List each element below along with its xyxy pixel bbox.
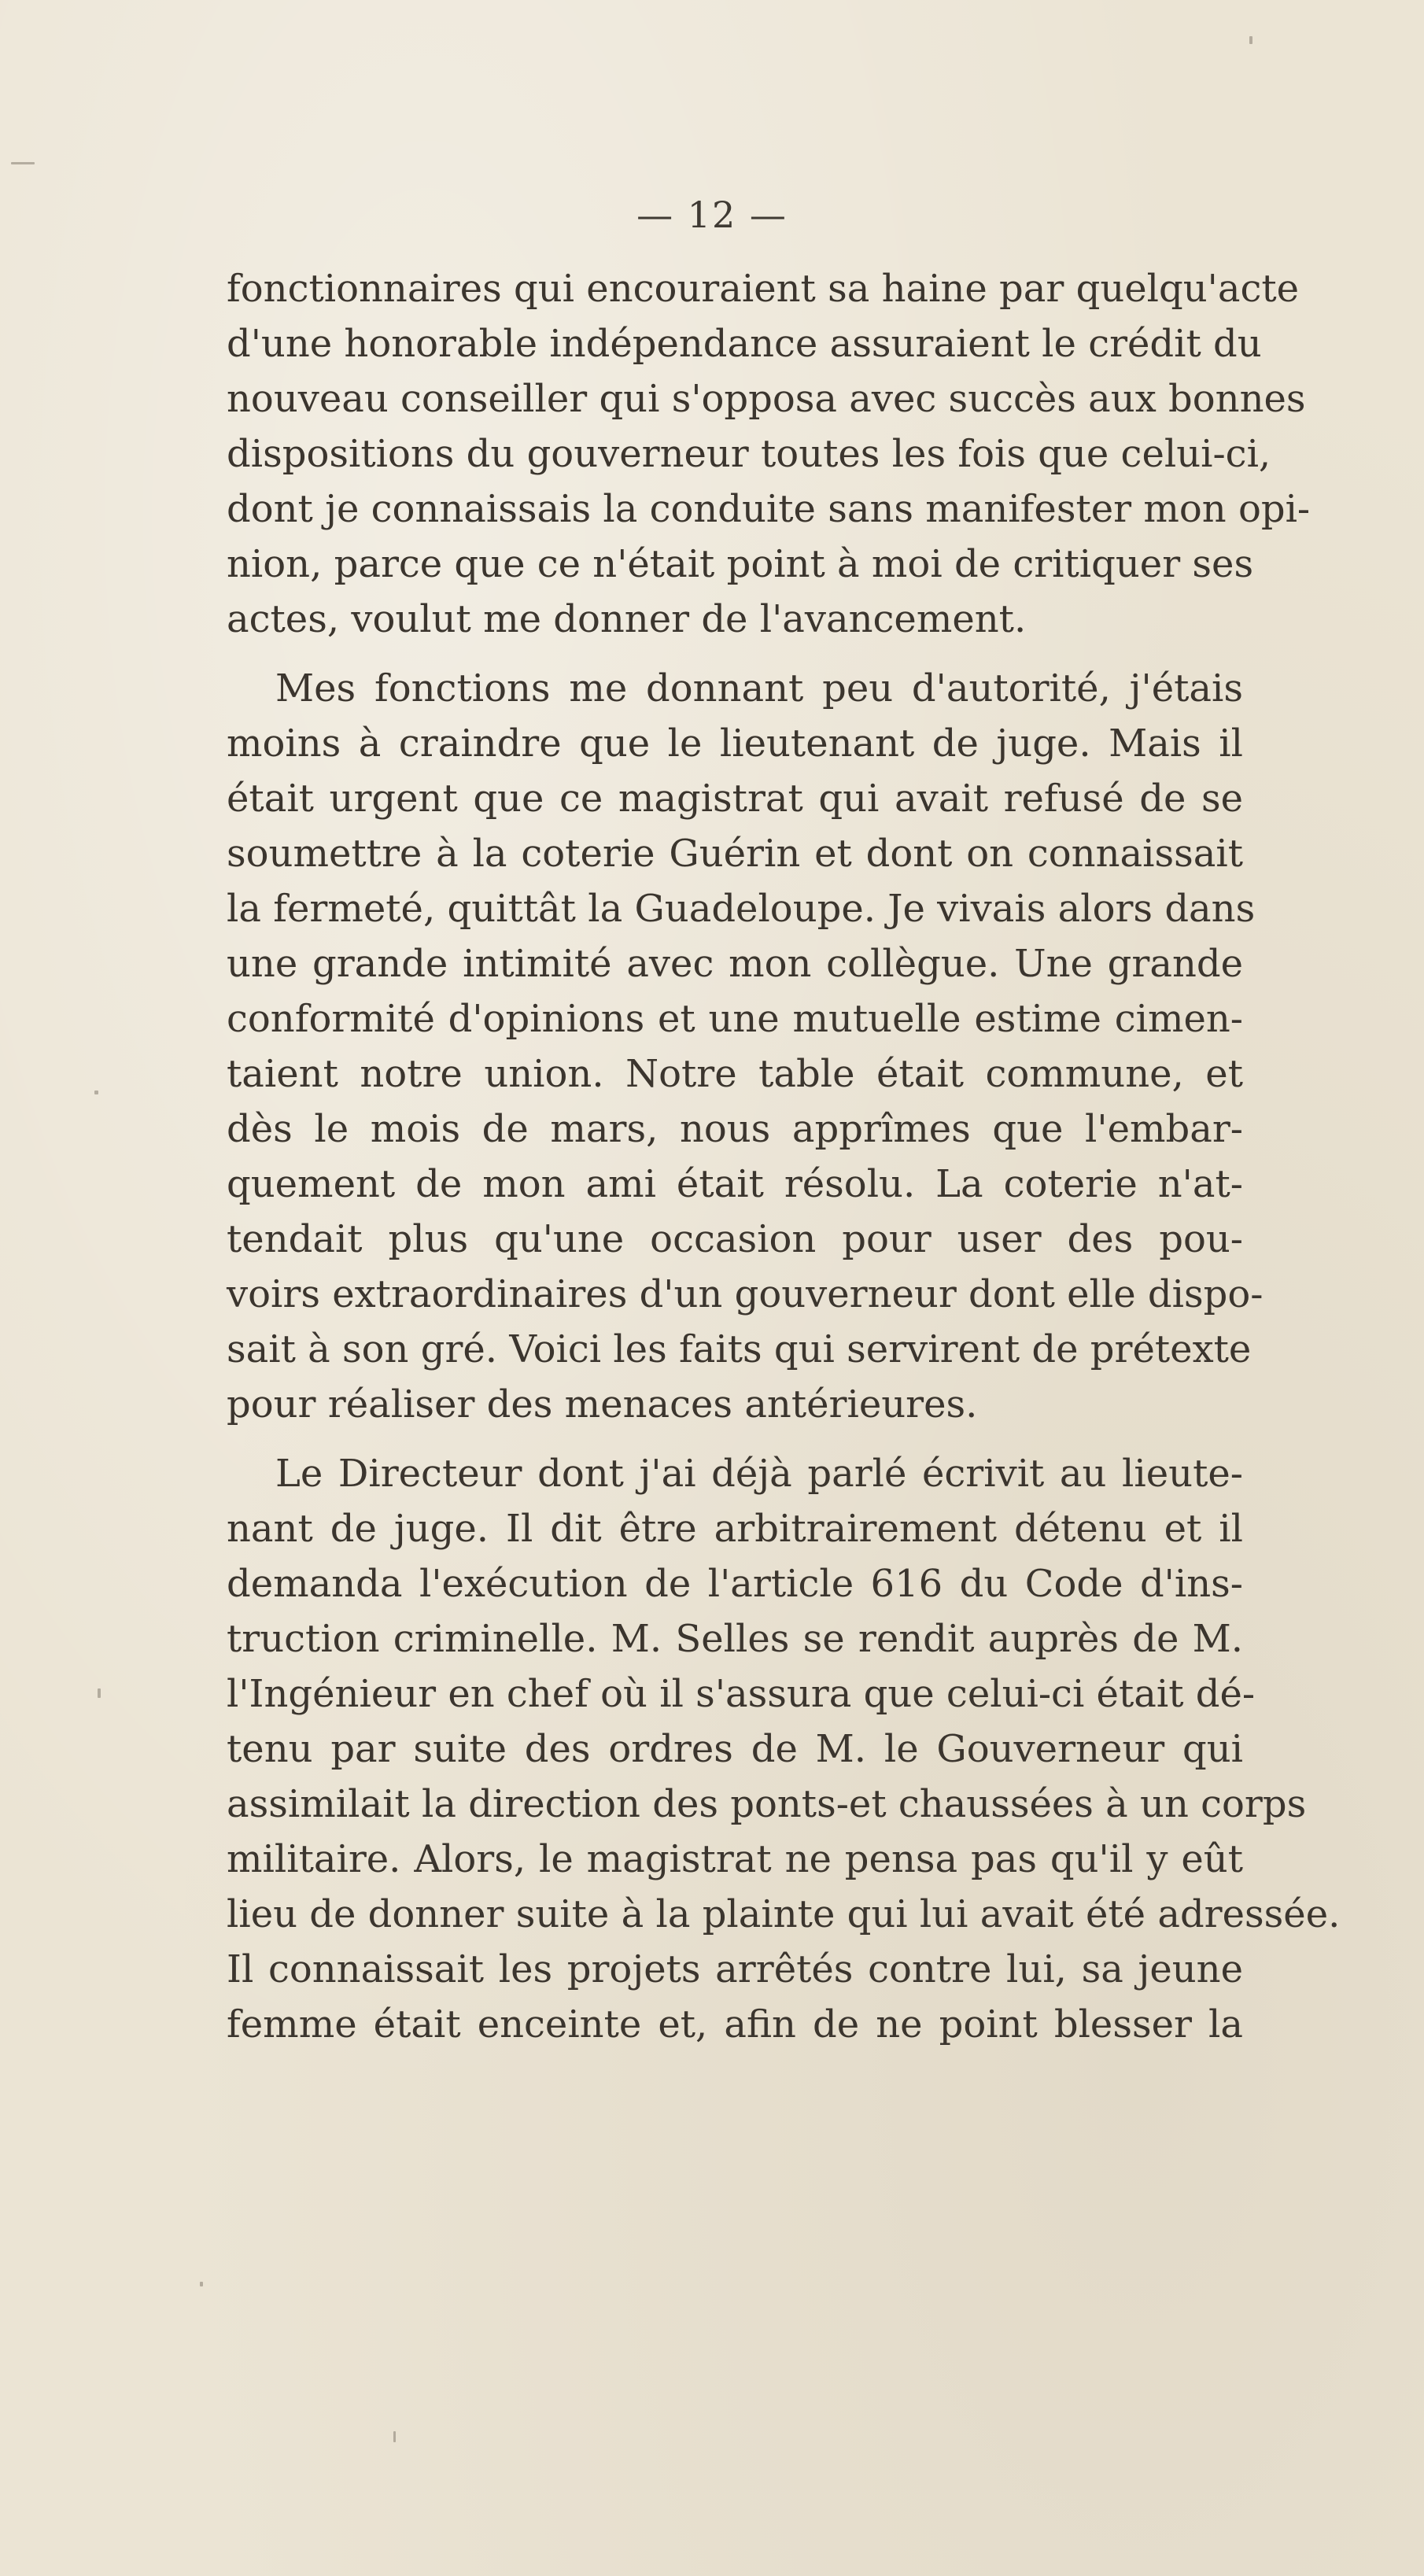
text-line: Mes fonctions me donnant peu d'autorité, j'étais: [275, 666, 1243, 710]
text-line: demanda l'exécution de l'article 616 du Code d'ins-: [227, 1562, 1243, 1606]
text-line: actes, voulut me donner de l'avancement.: [227, 597, 1027, 641]
text-line: nant de juge. Il dit être arbitrairement détenu et il: [227, 1507, 1243, 1551]
text-line: nouveau conseiller qui s'opposa avec succès aux bonnes: [227, 377, 1306, 421]
text-line: conformité d'opinions et une mutuelle estime cimen-: [227, 997, 1243, 1041]
text-line: Il connaissait les projets arrêtés contre lui, sa jeune: [227, 1947, 1243, 1991]
text-line: quement de mon ami était résolu. La coterie n'at-: [227, 1162, 1243, 1206]
text-line: pour réaliser des menaces antérieures.: [227, 1382, 978, 1426]
paragraph-3: [227, 1446, 1341, 2052]
paragraph-gap: [227, 1432, 1243, 1446]
text-line: truction criminelle. M. Selles se rendit auprès de M.: [227, 1617, 1243, 1661]
paper-speck: [200, 2282, 203, 2286]
text-line: tendait plus qu'une occasion pour user des pou-: [227, 1217, 1243, 1261]
text-line: dès le mois de mars, nous apprîmes que l'embar-: [227, 1107, 1243, 1151]
paragraph-1: [227, 261, 1311, 647]
paper-speck: [11, 162, 35, 164]
body-text: [227, 261, 1341, 2052]
text-line: soumettre à la coterie Guérin et dont on connaissait: [227, 832, 1243, 876]
paper-speck: [98, 1688, 101, 1698]
text-line: la fermeté, quittât la Guadeloupe. Je vivais alors dans: [227, 887, 1256, 931]
text-line: d'une honorable indépendance assuraient le crédit du: [227, 322, 1262, 366]
text-line: taient notre union. Notre table était commune, et: [227, 1052, 1243, 1096]
paper-speck: [1249, 36, 1252, 44]
paragraph-gap: [227, 647, 1243, 661]
text-line: dont je connaissais la conduite sans manifester mon opi-: [227, 487, 1311, 531]
text-line: tenu par suite des ordres de M. le Gouverneur qui: [227, 1727, 1243, 1771]
text-line: voirs extraordinaires d'un gouverneur dont elle dispo-: [227, 1272, 1264, 1316]
paragraph-2: [227, 661, 1264, 1432]
text-line: était urgent que ce magistrat qui avait refusé de se: [227, 777, 1243, 821]
text-line: sait à son gré. Voici les faits qui servirent de prétexte: [227, 1327, 1252, 1371]
text-line: moins à craindre que le lieutenant de juge. Mais il: [227, 722, 1243, 766]
text-line: lieu de donner suite à la plainte qui lui avait été adressée.: [227, 1892, 1341, 1936]
text-line: l'Ingénieur en chef où il s'assura que celui-ci était dé-: [227, 1672, 1256, 1716]
text-line: femme était enceinte et, afin de ne point blesser la: [227, 2002, 1243, 2046]
text-line: une grande intimité avec mon collègue. Une grande: [227, 942, 1243, 986]
text-line: dispositions du gouverneur toutes les fois que celui-ci,: [227, 432, 1271, 476]
text-line: fonctionnaires qui encouraient sa haine par quelqu'acte: [227, 267, 1300, 311]
text-line: assimilait la direction des ponts-et chaussées à un corps: [227, 1782, 1307, 1826]
text-line: Le Directeur dont j'ai déjà parlé écrivit au lieute-: [275, 1452, 1243, 1496]
paper-speck: [393, 2431, 396, 2442]
page-number: — 12 —: [636, 194, 788, 236]
text-line: nion, parce que ce n'était point à moi de critiquer ses: [227, 542, 1254, 586]
text-line: militaire. Alors, le magistrat ne pensa pas qu'il y eût: [227, 1837, 1243, 1881]
paper-speck: [94, 1091, 98, 1094]
